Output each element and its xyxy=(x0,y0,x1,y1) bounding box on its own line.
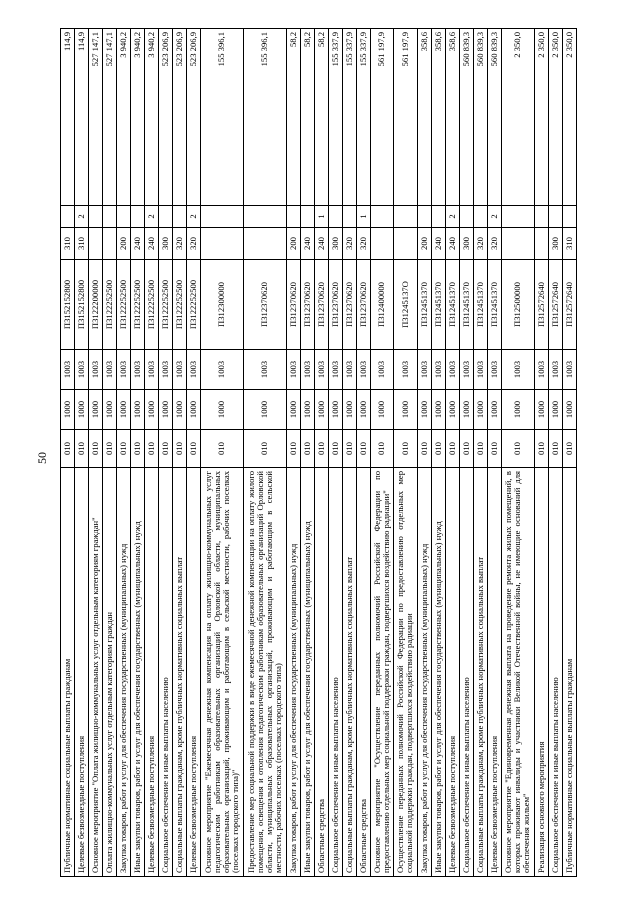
admin-code: 010 xyxy=(562,430,576,468)
funding-source-code xyxy=(116,206,130,228)
row-name: Иные закупки товаров, работ и услуг для обеспечения государственных (муниципальных) нужд xyxy=(300,468,314,877)
table-row xyxy=(431,29,445,877)
expense-type-code xyxy=(243,228,286,260)
table-row xyxy=(487,29,501,877)
budget-table xyxy=(60,28,577,877)
section-code: 1000 xyxy=(88,390,102,430)
row-name: Реализация основного мероприятия xyxy=(534,468,548,877)
row-name: Целевые безвозмездные поступления xyxy=(445,468,459,877)
amount: 358,6 xyxy=(445,29,459,206)
section-code: 1000 xyxy=(473,390,487,430)
section-code: 1000 xyxy=(431,390,445,430)
subsection-code: 1003 xyxy=(328,350,342,390)
admin-code: 010 xyxy=(487,430,501,468)
amount: 3 940,2 xyxy=(130,29,144,206)
row-name: Основное мероприятие "Оплата жилищно-коммунальных услуг отдельным категориям граждан" xyxy=(88,468,102,877)
section-code: 1000 xyxy=(501,390,534,430)
target-article-code: П312370620 xyxy=(356,260,370,350)
target-article-code: П312451370 xyxy=(459,260,473,350)
section-code: 1000 xyxy=(370,390,394,430)
table-row xyxy=(88,29,102,877)
row-name: Социальное обеспечение и иные выплаты населению xyxy=(548,468,562,877)
funding-source-code: 1 xyxy=(356,206,370,228)
expense-type-code: 300 xyxy=(548,228,562,260)
target-article-code: П3122252500 xyxy=(144,260,158,350)
table-row xyxy=(501,29,534,877)
expense-type-code: 240 xyxy=(300,228,314,260)
subsection-code: 1003 xyxy=(445,350,459,390)
admin-code: 010 xyxy=(501,430,534,468)
budget-table-body xyxy=(61,29,577,877)
admin-code: 010 xyxy=(459,430,473,468)
section-code: 1000 xyxy=(102,390,116,430)
funding-source-code xyxy=(534,206,548,228)
target-article-code: П3122252500 xyxy=(130,260,144,350)
target-article-code: П312370620 xyxy=(286,260,300,350)
row-name: Целевые безвозмездные поступления xyxy=(144,468,158,877)
subsection-code: 1003 xyxy=(417,350,431,390)
table-row xyxy=(144,29,158,877)
funding-source-code xyxy=(88,206,102,228)
admin-code: 010 xyxy=(200,430,243,468)
table-row xyxy=(186,29,200,877)
section-code: 1000 xyxy=(61,390,75,430)
page-number: 50 xyxy=(35,452,49,464)
amount: 155 396,1 xyxy=(200,29,243,206)
admin-code: 010 xyxy=(328,430,342,468)
row-name: Закупка товаров, работ и услуг для обеспечения государственных (муниципальных) нужд xyxy=(286,468,300,877)
table-row xyxy=(534,29,548,877)
row-name: Основное мероприятие "Единовременная денежная выплата на проведение ремонта жилых помещений, в которых проживают инвалиды и участники Великой Отечественной войны, не имеющие оснований для обеспечения жильем" xyxy=(501,468,534,877)
admin-code: 010 xyxy=(144,430,158,468)
table-row xyxy=(158,29,172,877)
admin-code: 010 xyxy=(243,430,286,468)
expense-type-code: 320 xyxy=(487,228,501,260)
target-article-code: П312451370 xyxy=(417,260,431,350)
section-code: 1000 xyxy=(417,390,431,430)
subsection-code: 1003 xyxy=(342,350,356,390)
admin-code: 010 xyxy=(74,430,88,468)
row-name: Социальное обеспечение и иные выплаты населению xyxy=(459,468,473,877)
target-article-code: П312451370 xyxy=(473,260,487,350)
table-row xyxy=(328,29,342,877)
admin-code: 010 xyxy=(300,430,314,468)
funding-source-code xyxy=(459,206,473,228)
section-code: 1000 xyxy=(200,390,243,430)
target-article-code: П312370620 xyxy=(300,260,314,350)
section-code: 1000 xyxy=(116,390,130,430)
expense-type-code: 200 xyxy=(116,228,130,260)
funding-source-code xyxy=(548,206,562,228)
row-name: Иные закупки товаров, работ и услуг для обеспечения государственных (муниципальных) нужд xyxy=(130,468,144,877)
funding-source-code: 2 xyxy=(144,206,158,228)
amount: 560 839,3 xyxy=(459,29,473,206)
table-row xyxy=(459,29,473,877)
funding-source-code xyxy=(61,206,75,228)
expense-type-code: 240 xyxy=(431,228,445,260)
expense-type-code: 320 xyxy=(186,228,200,260)
section-code: 1000 xyxy=(158,390,172,430)
expense-type-code xyxy=(200,228,243,260)
subsection-code: 1003 xyxy=(286,350,300,390)
subsection-code: 1003 xyxy=(431,350,445,390)
section-code: 1000 xyxy=(548,390,562,430)
subsection-code: 1003 xyxy=(300,350,314,390)
expense-type-code: 240 xyxy=(130,228,144,260)
expense-type-code xyxy=(88,228,102,260)
target-article-code: П3122252500 xyxy=(172,260,186,350)
row-name: Социальные выплаты гражданам, кроме публичных нормативных социальных выплат xyxy=(342,468,356,877)
funding-source-code: 2 xyxy=(445,206,459,228)
funding-source-code xyxy=(501,206,534,228)
row-name: Целевые безвозмездные поступления xyxy=(487,468,501,877)
amount: 560 839,3 xyxy=(473,29,487,206)
row-name: Социальное обеспечение и иные выплаты населению xyxy=(158,468,172,877)
funding-source-code xyxy=(300,206,314,228)
section-code: 1000 xyxy=(286,390,300,430)
expense-type-code: 240 xyxy=(314,228,328,260)
funding-source-code xyxy=(562,206,576,228)
admin-code: 010 xyxy=(356,430,370,468)
table-row xyxy=(473,29,487,877)
table-row xyxy=(61,29,75,877)
target-article-code: П312451370 xyxy=(431,260,445,350)
row-name: Областные средства xyxy=(356,468,370,877)
section-code: 1000 xyxy=(487,390,501,430)
target-article-code: П312370620 xyxy=(243,260,286,350)
subsection-code: 1003 xyxy=(562,350,576,390)
amount: 155 337,9 xyxy=(328,29,342,206)
admin-code: 010 xyxy=(445,430,459,468)
expense-type-code: 320 xyxy=(172,228,186,260)
target-article-code: П312400000 xyxy=(370,260,394,350)
row-name: Закупка товаров, работ и услуг для обеспечения государственных (муниципальных) нужд xyxy=(116,468,130,877)
table-row xyxy=(116,29,130,877)
funding-source-code: 2 xyxy=(74,206,88,228)
target-article-code: П312300000 xyxy=(200,260,243,350)
subsection-code: 1003 xyxy=(172,350,186,390)
amount: 527 147,1 xyxy=(88,29,102,206)
target-article-code: П3122252500 xyxy=(116,260,130,350)
row-name: Целевые безвозмездные поступления xyxy=(74,468,88,877)
funding-source-code xyxy=(172,206,186,228)
table-row xyxy=(172,29,186,877)
admin-code: 010 xyxy=(473,430,487,468)
row-name: Оплата жилищно-коммунальных услуг отдельным категориям граждан xyxy=(102,468,116,877)
funding-source-code xyxy=(200,206,243,228)
target-article-code: П3152152800 xyxy=(61,260,75,350)
table-row xyxy=(74,29,88,877)
row-name: Целевые безвозмездные поступления xyxy=(186,468,200,877)
subsection-code: 1003 xyxy=(394,350,418,390)
row-name: Предоставление мер социальной поддержки в виде ежемесячной денежной компенсации на оплату жилого помещения, освещения и отопления педагогическим работникам образовательных организаций Орловской области, муниципальных образовательных организаций, проживающим и работающим в сельской местности, рабочих поселках (поселках городского типа) xyxy=(243,468,286,877)
target-article-code: П312370620 xyxy=(314,260,328,350)
subsection-code: 1003 xyxy=(130,350,144,390)
admin-code: 010 xyxy=(286,430,300,468)
funding-source-code: 2 xyxy=(186,206,200,228)
admin-code: 010 xyxy=(548,430,562,468)
table-row xyxy=(130,29,144,877)
funding-source-code xyxy=(328,206,342,228)
target-article-code: П312451370 xyxy=(487,260,501,350)
admin-code: 010 xyxy=(102,430,116,468)
section-code: 1000 xyxy=(562,390,576,430)
amount: 2 350,0 xyxy=(562,29,576,206)
amount: 523 206,9 xyxy=(172,29,186,206)
subsection-code: 1003 xyxy=(534,350,548,390)
expense-type-code: 200 xyxy=(286,228,300,260)
target-article-code: П312572640 xyxy=(548,260,562,350)
table-row xyxy=(417,29,431,877)
table-row xyxy=(314,29,328,877)
subsection-code: 1003 xyxy=(370,350,394,390)
admin-code: 010 xyxy=(394,430,418,468)
section-code: 1000 xyxy=(342,390,356,430)
expense-type-code: 310 xyxy=(61,228,75,260)
subsection-code: 1003 xyxy=(314,350,328,390)
funding-source-code xyxy=(286,206,300,228)
target-article-code: П31245137О xyxy=(394,260,418,350)
table-row xyxy=(286,29,300,877)
section-code: 1000 xyxy=(328,390,342,430)
target-article-code: П312572640 xyxy=(534,260,548,350)
table-row xyxy=(370,29,394,877)
section-code: 1000 xyxy=(314,390,328,430)
row-name: Осуществление переданных полномочий Российской Федерации по предоставлению отдельных мер социальной поддержки граждан, подвергшихся воздействию радиации xyxy=(394,468,418,877)
funding-source-code xyxy=(130,206,144,228)
row-name: Иные закупки товаров, работ и услуг для обеспечения государственных (муниципальных) нужд xyxy=(431,468,445,877)
expense-type-code: 320 xyxy=(342,228,356,260)
funding-source-code xyxy=(102,206,116,228)
amount: 3 940,2 xyxy=(144,29,158,206)
subsection-code: 1003 xyxy=(501,350,534,390)
section-code: 1000 xyxy=(394,390,418,430)
expense-type-code: 200 xyxy=(417,228,431,260)
admin-code: 010 xyxy=(314,430,328,468)
amount: 114,9 xyxy=(74,29,88,206)
table-row xyxy=(200,29,243,877)
subsection-code: 1003 xyxy=(144,350,158,390)
amount: 58,2 xyxy=(300,29,314,206)
expense-type-code: 320 xyxy=(356,228,370,260)
amount: 2 350,0 xyxy=(501,29,534,206)
section-code: 1000 xyxy=(534,390,548,430)
amount: 358,6 xyxy=(431,29,445,206)
amount: 527 147,1 xyxy=(102,29,116,206)
target-article-code: П3152152800 xyxy=(74,260,88,350)
subsection-code: 1003 xyxy=(200,350,243,390)
section-code: 1000 xyxy=(130,390,144,430)
target-article-code: П3122252500 xyxy=(186,260,200,350)
row-name: Закупка товаров, работ и услуг для обеспечения государственных (муниципальных) нужд xyxy=(417,468,431,877)
funding-source-code xyxy=(243,206,286,228)
subsection-code: 1003 xyxy=(356,350,370,390)
amount: 3 940,2 xyxy=(116,29,130,206)
expense-type-code: 300 xyxy=(158,228,172,260)
admin-code: 010 xyxy=(116,430,130,468)
amount: 155 337,9 xyxy=(342,29,356,206)
expense-type-code: 240 xyxy=(445,228,459,260)
funding-source-code xyxy=(431,206,445,228)
target-article-code: П312451370 xyxy=(445,260,459,350)
expense-type-code: 310 xyxy=(562,228,576,260)
table-row xyxy=(356,29,370,877)
funding-source-code xyxy=(158,206,172,228)
admin-code: 010 xyxy=(186,430,200,468)
subsection-code: 1003 xyxy=(61,350,75,390)
table-row xyxy=(102,29,116,877)
row-name: Социальные выплаты гражданам, кроме публичных нормативных социальных выплат xyxy=(473,468,487,877)
expense-type-code: 300 xyxy=(459,228,473,260)
section-code: 1000 xyxy=(144,390,158,430)
amount: 114,9 xyxy=(61,29,75,206)
rotated-page-content xyxy=(60,29,577,877)
amount: 561 197,9 xyxy=(370,29,394,206)
funding-source-code: 1 xyxy=(314,206,328,228)
funding-source-code xyxy=(394,206,418,228)
table-row xyxy=(342,29,356,877)
subsection-code: 1003 xyxy=(473,350,487,390)
amount: 358,6 xyxy=(417,29,431,206)
expense-type-code xyxy=(394,228,418,260)
target-article-code: П312370620 xyxy=(342,260,356,350)
subsection-code: 1003 xyxy=(243,350,286,390)
row-name: Основное мероприятие "Осуществление переданных полномочий Российской Федерации по предоставлению отдельных мер социальной поддержки граждан, подвергшихся воздействию радиации" xyxy=(370,468,394,877)
section-code: 1000 xyxy=(74,390,88,430)
subsection-code: 1003 xyxy=(102,350,116,390)
target-article-code: П3122252500 xyxy=(158,260,172,350)
amount: 561 197,9 xyxy=(394,29,418,206)
table-row xyxy=(394,29,418,877)
funding-source-code xyxy=(473,206,487,228)
subsection-code: 1003 xyxy=(548,350,562,390)
section-code: 1000 xyxy=(186,390,200,430)
row-name: Основное мероприятие "Ежемесячная денежная компенсация на оплату жилищно-коммунальных услуг педагогическим работникам образовательных организаций Орловской области, муниципальных образовательных организаций, проживающим и работающим в сельской местности, рабочих поселках (поселках городского типа)" xyxy=(200,468,243,877)
row-name: Публичные нормативные социальные выплаты гражданам xyxy=(562,468,576,877)
subsection-code: 1003 xyxy=(487,350,501,390)
admin-code: 010 xyxy=(88,430,102,468)
admin-code: 010 xyxy=(534,430,548,468)
table-row xyxy=(562,29,576,877)
subsection-code: 1003 xyxy=(74,350,88,390)
row-name: Областные средства xyxy=(314,468,328,877)
row-name: Социальное обеспечение и иные выплаты населению xyxy=(328,468,342,877)
amount: 155 396,1 xyxy=(243,29,286,206)
funding-source-code xyxy=(417,206,431,228)
amount: 58,2 xyxy=(286,29,300,206)
admin-code: 010 xyxy=(417,430,431,468)
admin-code: 010 xyxy=(61,430,75,468)
subsection-code: 1003 xyxy=(158,350,172,390)
table-row xyxy=(300,29,314,877)
admin-code: 010 xyxy=(370,430,394,468)
expense-type-code xyxy=(534,228,548,260)
amount: 2 350,0 xyxy=(548,29,562,206)
admin-code: 010 xyxy=(172,430,186,468)
amount: 560 839,3 xyxy=(487,29,501,206)
admin-code: 010 xyxy=(342,430,356,468)
section-code: 1000 xyxy=(243,390,286,430)
admin-code: 010 xyxy=(431,430,445,468)
amount: 58,2 xyxy=(314,29,328,206)
admin-code: 010 xyxy=(158,430,172,468)
subsection-code: 1003 xyxy=(116,350,130,390)
target-article-code: П312370620 xyxy=(328,260,342,350)
amount: 2 350,0 xyxy=(534,29,548,206)
section-code: 1000 xyxy=(459,390,473,430)
target-article-code: П3122252500 xyxy=(102,260,116,350)
expense-type-code: 240 xyxy=(144,228,158,260)
expense-type-code xyxy=(370,228,394,260)
section-code: 1000 xyxy=(356,390,370,430)
expense-type-code: 300 xyxy=(328,228,342,260)
amount: 523 206,9 xyxy=(186,29,200,206)
amount: 155 337,9 xyxy=(356,29,370,206)
funding-source-code xyxy=(342,206,356,228)
section-code: 1000 xyxy=(172,390,186,430)
expense-type-code xyxy=(501,228,534,260)
expense-type-code xyxy=(102,228,116,260)
row-name: Публичные нормативные социальные выплаты гражданам xyxy=(61,468,75,877)
funding-source-code: 2 xyxy=(487,206,501,228)
subsection-code: 1003 xyxy=(459,350,473,390)
expense-type-code: 310 xyxy=(74,228,88,260)
amount: 523 206,9 xyxy=(158,29,172,206)
table-row xyxy=(548,29,562,877)
target-article-code: П312572640 xyxy=(562,260,576,350)
expense-type-code: 320 xyxy=(473,228,487,260)
table-row xyxy=(243,29,286,877)
section-code: 1000 xyxy=(445,390,459,430)
target-article-code: П312500000 xyxy=(501,260,534,350)
admin-code: 010 xyxy=(130,430,144,468)
subsection-code: 1003 xyxy=(88,350,102,390)
row-name: Социальные выплаты гражданам, кроме публичных нормативных социальных выплат xyxy=(172,468,186,877)
target-article-code: П3122200000 xyxy=(88,260,102,350)
table-row xyxy=(445,29,459,877)
subsection-code: 1003 xyxy=(186,350,200,390)
funding-source-code xyxy=(370,206,394,228)
section-code: 1000 xyxy=(300,390,314,430)
